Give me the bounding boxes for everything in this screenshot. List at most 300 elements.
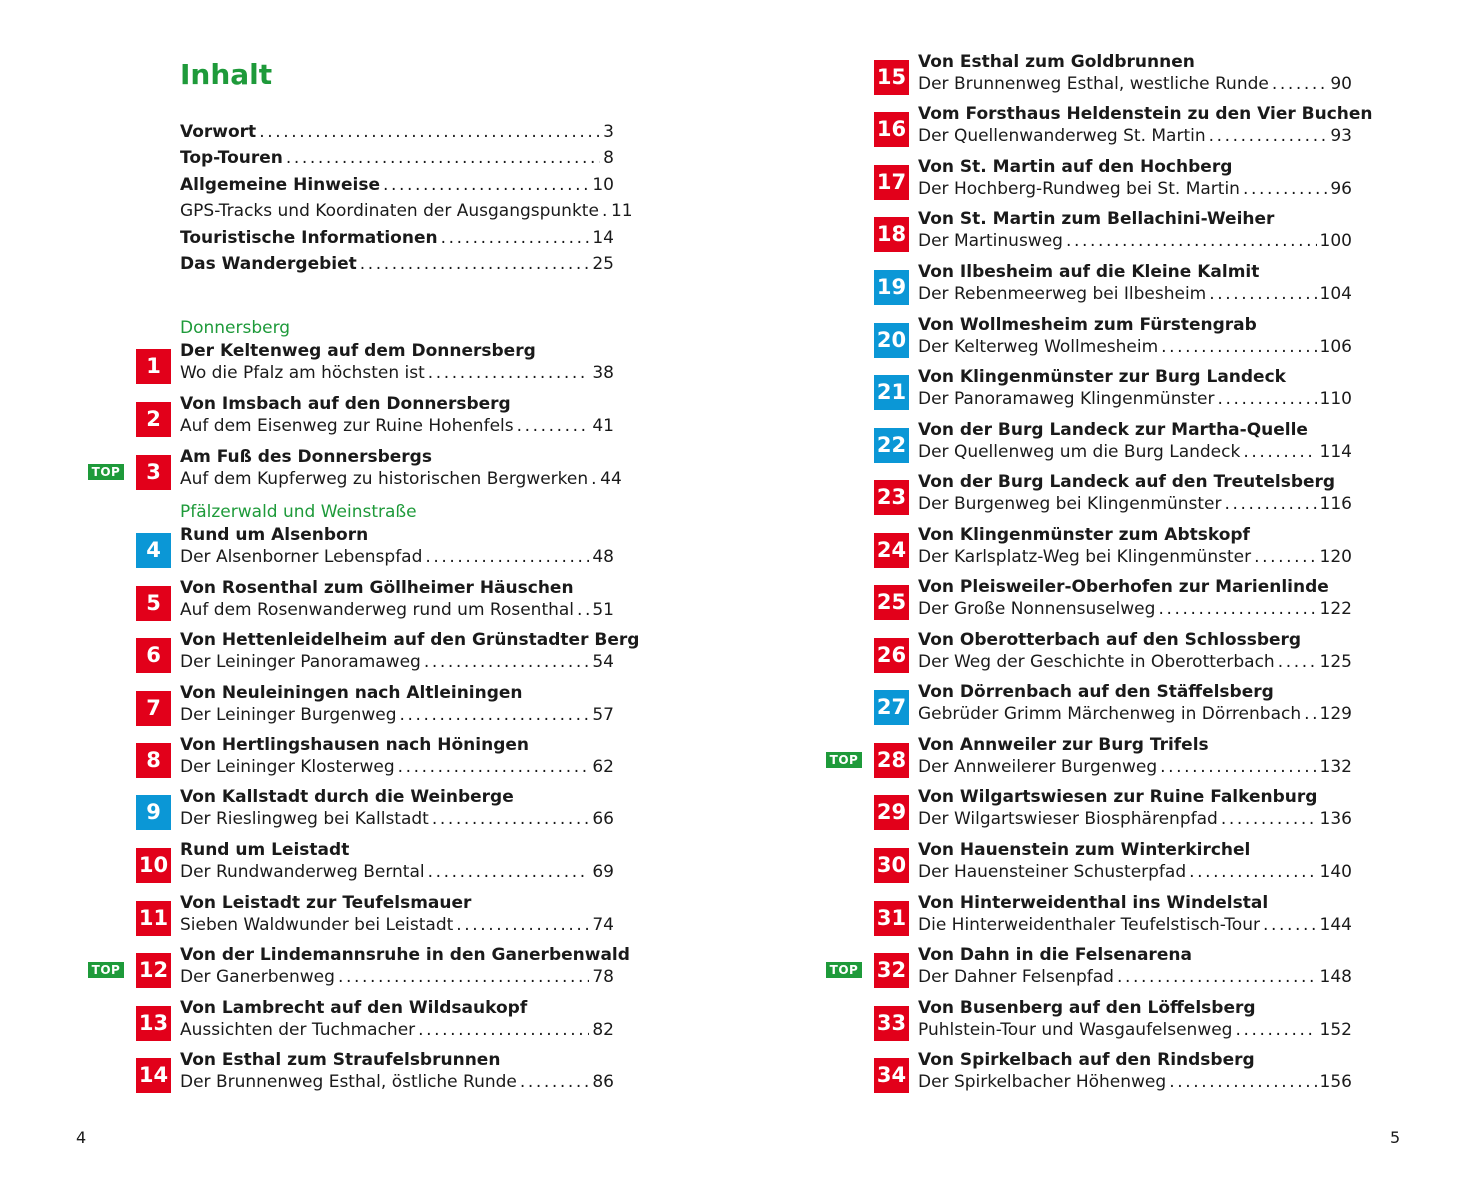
tour-page: 74 xyxy=(592,915,614,935)
tour-page: 156 xyxy=(1319,1072,1352,1092)
toc-entry-title: Das Wandergebiet xyxy=(180,253,357,274)
tour-subtitle-row xyxy=(918,336,1352,358)
tour-page: 93 xyxy=(1330,126,1352,146)
tour-text xyxy=(918,629,1352,673)
tour-page: 144 xyxy=(1319,915,1352,935)
tour-number-badge: 9 xyxy=(136,795,171,830)
tour-number-badge: 32 xyxy=(874,953,909,988)
tour-number-badge: 18 xyxy=(874,217,909,252)
tour-page: 62 xyxy=(592,757,614,777)
tour-number-badge: 23 xyxy=(874,480,909,515)
tour-subtitle: Der Leininger Burgenweg xyxy=(180,705,397,725)
leader-dots xyxy=(1160,756,1316,778)
tour-page: 122 xyxy=(1319,599,1352,619)
tour-text xyxy=(918,681,1352,725)
tour-page: 120 xyxy=(1319,547,1352,567)
tour-title: Von Klingenmünster zum Abtskopf xyxy=(918,525,1250,545)
tour-title: Von Neuleiningen nach Altleiningen xyxy=(180,683,523,703)
toc-entry-page: 11 xyxy=(610,201,633,222)
tour-page: 125 xyxy=(1319,652,1352,672)
tour-entry[interactable] xyxy=(136,341,614,394)
tour-number-badge: 30 xyxy=(874,848,909,883)
tour-text xyxy=(180,393,614,437)
tour-text xyxy=(180,340,614,384)
tour-text xyxy=(180,786,614,830)
tour-text xyxy=(180,1049,614,1093)
leader-dots xyxy=(400,704,590,726)
tour-title: Von St. Martin zum Bellachini-Weiher xyxy=(918,209,1275,229)
tour-subtitle-row xyxy=(918,1071,1352,1093)
leader-dots xyxy=(577,599,589,621)
tour-title: Von Hinterweidenthal ins Windelstal xyxy=(918,893,1269,913)
tour-number-badge: 29 xyxy=(874,795,909,830)
tour-subtitle: Der Burgenweg bei Klingenmünster xyxy=(918,494,1222,514)
tour-text xyxy=(918,734,1352,778)
tour-entry[interactable] xyxy=(136,525,614,578)
tour-text xyxy=(918,997,1352,1041)
tour-number-badge: 24 xyxy=(874,533,909,568)
tour-number-badge: 10 xyxy=(136,848,171,883)
tour-entry[interactable] xyxy=(874,315,1352,368)
tour-entry[interactable] xyxy=(136,683,614,736)
tour-subtitle: Der Karlsplatz-Weg bei Klingenmünster xyxy=(918,547,1252,567)
tour-entry[interactable] xyxy=(874,262,1352,315)
toc-entry-page: 3 xyxy=(603,122,614,142)
tour-subtitle-row xyxy=(918,914,1352,936)
region-heading-pfaelzerwald: Pfälzerwald und Weinstraße xyxy=(180,502,417,522)
tour-page: 110 xyxy=(1319,389,1352,409)
tour-subtitle: Der Rundwanderweg Berntal xyxy=(180,862,425,882)
tour-subtitle: Der Brunnenweg Esthal, westliche Runde xyxy=(918,74,1269,94)
tour-number-badge: 4 xyxy=(136,533,171,568)
tour-entry[interactable] xyxy=(874,52,1352,105)
tour-entry[interactable] xyxy=(136,394,614,447)
tour-page: 44 xyxy=(600,469,622,489)
tour-page: 148 xyxy=(1319,967,1352,987)
region-heading-donnersberg: Donnersberg xyxy=(180,318,291,338)
tour-title: Von Wollmesheim zum Fürstengrab xyxy=(918,315,1257,335)
tour-number-badge: 31 xyxy=(874,901,909,936)
toc-entry-title: Touristische Informationen xyxy=(180,227,438,248)
tour-subtitle: Der Große Nonnensuselweg xyxy=(918,599,1156,619)
tour-subtitle-row xyxy=(180,651,614,673)
tour-subtitle-row xyxy=(918,388,1352,410)
tour-number-badge: 17 xyxy=(874,165,909,200)
tour-subtitle: Der Wilgartswieser Biosphärenpfad xyxy=(918,809,1218,829)
tour-subtitle-row xyxy=(918,861,1352,883)
tour-entry[interactable] xyxy=(874,209,1352,262)
tour-text xyxy=(180,892,614,936)
tour-text xyxy=(918,419,1352,463)
tour-title: Von Busenberg auf den Löffelsberg xyxy=(918,998,1256,1018)
tour-entry[interactable] xyxy=(874,367,1352,420)
tour-number-badge: 28 xyxy=(874,743,909,778)
tour-subtitle: Der Ganerbenweg xyxy=(180,967,335,987)
tour-entry[interactable] xyxy=(874,682,1352,735)
tour-title: Von der Lindemannsruhe in den Ganerbenwald xyxy=(180,945,630,965)
tour-subtitle-row xyxy=(180,546,614,568)
tour-subtitle: Der Weg der Geschichte in Oberotterbach xyxy=(918,652,1275,672)
tour-number-badge: 13 xyxy=(136,1006,171,1041)
leader-dots xyxy=(286,146,600,170)
tour-subtitle-row xyxy=(180,704,614,726)
page-number: 5 xyxy=(1390,1128,1401,1147)
tour-text xyxy=(180,682,614,726)
tour-text xyxy=(918,471,1352,515)
tour-title: Von Imsbach auf den Donnersberg xyxy=(180,394,511,414)
tour-text xyxy=(918,1049,1352,1093)
tour-title: Rund um Alsenborn xyxy=(180,525,369,545)
tour-page: 66 xyxy=(592,809,614,829)
toc-entry[interactable] xyxy=(180,120,614,146)
tour-number-badge: 1 xyxy=(136,349,171,384)
tour-number-badge: 5 xyxy=(136,586,171,621)
tour-subtitle: Der Martinusweg xyxy=(918,231,1063,251)
tour-text xyxy=(918,524,1352,568)
tour-title: Von Esthal zum Straufelsbrunnen xyxy=(180,1050,501,1070)
tour-title: Von Hettenleidelheim auf den Grünstadter Berg xyxy=(180,630,640,650)
tour-text xyxy=(918,51,1352,95)
leader-dots xyxy=(1161,336,1316,358)
tour-subtitle: Wo die Pfalz am höchsten ist xyxy=(180,363,425,383)
tour-entry[interactable] xyxy=(136,1050,614,1103)
tour-page: 38 xyxy=(592,363,614,383)
leader-dots xyxy=(383,173,589,197)
tour-entry[interactable] xyxy=(136,893,614,946)
tour-subtitle-row xyxy=(180,468,622,490)
tour-subtitle-row xyxy=(180,914,614,936)
leader-dots xyxy=(1243,441,1316,463)
leader-dots xyxy=(432,808,590,830)
tour-subtitle-row xyxy=(180,1019,614,1041)
tour-subtitle-row xyxy=(918,651,1352,673)
toc-entry-page: 8 xyxy=(603,148,614,169)
tour-subtitle-row xyxy=(918,703,1352,725)
tour-subtitle-row xyxy=(918,230,1352,252)
leader-dots xyxy=(360,252,590,276)
leader-dots xyxy=(259,120,600,144)
tour-entry[interactable] xyxy=(136,578,614,631)
tour-title: Von Pleisweiler-Oberhofen zur Marienlinde xyxy=(918,577,1329,597)
tour-subtitle: Der Brunnenweg Esthal, östliche Runde xyxy=(180,1072,517,1092)
toc-entry[interactable] xyxy=(180,146,614,172)
tour-subtitle: Der Spirkelbacher Höhenweg xyxy=(918,1072,1167,1092)
tour-subtitle: Sieben Waldwunder bei Leistadt xyxy=(180,915,454,935)
tour-page: 41 xyxy=(592,416,614,436)
tour-title: Von Esthal zum Goldbrunnen xyxy=(918,52,1195,72)
tour-subtitle-row xyxy=(180,756,614,778)
leader-dots xyxy=(591,468,597,490)
tour-number-badge: 33 xyxy=(874,1006,909,1041)
tour-text xyxy=(918,786,1352,830)
tour-text xyxy=(180,629,640,673)
tour-subtitle-row xyxy=(918,546,1352,568)
tour-text xyxy=(180,577,614,621)
leader-dots xyxy=(602,199,608,223)
tour-subtitle: Der Quellenwanderweg St. Martin xyxy=(918,126,1206,146)
leader-dots xyxy=(1235,1019,1316,1041)
tour-text xyxy=(918,944,1352,988)
tour-number-badge: 12 xyxy=(136,953,171,988)
leader-dots xyxy=(517,415,590,437)
tour-subtitle-row xyxy=(180,415,614,437)
leader-dots xyxy=(1221,808,1317,830)
leader-dots xyxy=(1209,283,1316,305)
tour-title: Von Lambrecht auf den Wildsaukopf xyxy=(180,998,528,1018)
tour-number-badge: 15 xyxy=(874,60,909,95)
tour-title: Von Klingenmünster zur Burg Landeck xyxy=(918,367,1286,387)
tour-page: 51 xyxy=(592,600,614,620)
tour-entry[interactable] xyxy=(136,840,614,893)
tour-entry[interactable] xyxy=(874,157,1352,210)
tour-number-badge: 11 xyxy=(136,901,171,936)
leader-dots xyxy=(441,226,590,250)
leader-dots xyxy=(1225,493,1317,515)
tour-text xyxy=(918,103,1373,147)
tour-page: 48 xyxy=(592,547,614,567)
tour-title: Von Wilgartswiesen zur Ruine Falkenburg xyxy=(918,787,1318,807)
leader-dots xyxy=(520,1071,589,1093)
tour-number-badge: 14 xyxy=(136,1058,171,1093)
tour-number-badge: 8 xyxy=(136,743,171,778)
tour-entry[interactable] xyxy=(874,577,1352,630)
leader-dots xyxy=(1209,125,1328,147)
toc-entry-page: 14 xyxy=(592,227,614,248)
tour-subtitle-row xyxy=(918,966,1352,988)
tour-title: Von Ilbesheim auf die Kleine Kalmit xyxy=(918,262,1260,282)
tour-subtitle-row xyxy=(918,441,1352,463)
leader-dots xyxy=(456,914,589,936)
tour-page: 86 xyxy=(592,1072,614,1092)
tour-title: Von Dörrenbach auf den Stäffelsberg xyxy=(918,682,1274,702)
tour-title: Von Annweiler zur Burg Trifels xyxy=(918,735,1209,755)
toc-entry-title: Top-Touren xyxy=(180,148,283,169)
toc-entry-title: Allgemeine Hinweise xyxy=(180,174,380,195)
tour-page: 132 xyxy=(1319,757,1352,777)
tour-number-badge: 26 xyxy=(874,638,909,673)
tour-subtitle-row xyxy=(180,861,614,883)
leader-dots xyxy=(1272,73,1328,95)
tour-title: Von Dahn in die Felsenarena xyxy=(918,945,1192,965)
leader-dots xyxy=(1117,966,1317,988)
tour-entry[interactable] xyxy=(874,787,1352,840)
tour-page: 82 xyxy=(592,1020,614,1040)
leader-dots xyxy=(1189,861,1316,883)
tour-number-badge: 20 xyxy=(874,323,909,358)
page-title: Inhalt xyxy=(180,58,273,91)
tour-title: Der Keltenweg auf dem Donnersberg xyxy=(180,341,536,361)
toc-entry-title: Vorwort xyxy=(180,122,257,142)
tour-subtitle: Der Quellenweg um die Burg Landeck xyxy=(918,442,1241,462)
leader-dots xyxy=(418,1019,589,1041)
tour-number-badge: 34 xyxy=(874,1058,909,1093)
tour-title: Von Rosenthal zum Göllheimer Häuschen xyxy=(180,578,574,598)
tour-page: 152 xyxy=(1319,1020,1352,1040)
leader-dots xyxy=(1254,546,1316,568)
tour-text xyxy=(918,366,1352,410)
tour-entry[interactable] xyxy=(829,945,1352,998)
tour-subtitle: Auf dem Eisenweg zur Ruine Hohenfels xyxy=(180,416,514,436)
tour-title: Von Hauenstein zum Winterkirchel xyxy=(918,840,1251,860)
tour-title: Von der Burg Landeck auf den Treutelsberg xyxy=(918,472,1336,492)
tour-subtitle: Der Hochberg-Rundweg bei St. Martin xyxy=(918,179,1240,199)
tour-entry[interactable] xyxy=(91,945,630,998)
tour-title: Von Hertlingshausen nach Höningen xyxy=(180,735,529,755)
tour-entry[interactable] xyxy=(91,447,622,500)
leader-dots xyxy=(1243,178,1327,200)
tour-page: 90 xyxy=(1330,74,1352,94)
leader-dots xyxy=(428,861,590,883)
tour-subtitle: Gebrüder Grimm Märchenweg in Dörrenbach xyxy=(918,704,1302,724)
tour-entry[interactable] xyxy=(136,735,614,788)
tour-subtitle: Der Hauensteiner Schusterpfad xyxy=(918,862,1187,882)
tour-text xyxy=(918,576,1352,620)
tour-title: Rund um Leistadt xyxy=(180,840,350,860)
right-page xyxy=(738,0,1477,1182)
tour-number-badge: 27 xyxy=(874,690,909,725)
tour-text xyxy=(180,997,614,1041)
tour-text xyxy=(180,734,614,778)
leader-dots xyxy=(1263,914,1317,936)
tour-subtitle-row xyxy=(180,1071,614,1093)
toc-entry[interactable] xyxy=(180,199,633,225)
tour-text xyxy=(180,839,614,883)
tour-title: Von Oberotterbach auf den Schlossberg xyxy=(918,630,1302,650)
tour-subtitle: Puhlstein-Tour und Wasgaufelsenweg xyxy=(918,1020,1233,1040)
tour-subtitle: Der Leininger Panoramaweg xyxy=(180,652,421,672)
tour-text xyxy=(918,314,1352,358)
tour-entry[interactable] xyxy=(874,998,1352,1051)
tour-subtitle: Die Hinterweidenthaler Teufelstisch-Tour xyxy=(918,915,1260,935)
leader-dots xyxy=(338,966,589,988)
leader-dots xyxy=(398,756,590,778)
tour-title: Am Fuß des Donnersbergs xyxy=(180,447,432,467)
tour-text xyxy=(918,892,1352,936)
tour-number-badge: 3 xyxy=(136,455,171,490)
tour-title: Von Spirkelbach auf den Rindsberg xyxy=(918,1050,1255,1070)
tour-subtitle-row xyxy=(180,599,614,621)
tour-subtitle-row xyxy=(918,756,1352,778)
tour-text xyxy=(918,156,1352,200)
leader-dots xyxy=(1217,388,1316,410)
tour-page: 100 xyxy=(1319,231,1352,251)
tour-subtitle: Der Leininger Klosterweg xyxy=(180,757,395,777)
tour-text xyxy=(180,524,614,568)
toc-entry-page: 10 xyxy=(592,174,614,195)
tour-number-badge: 7 xyxy=(136,691,171,726)
tour-subtitle-row xyxy=(918,598,1352,620)
tour-page: 140 xyxy=(1319,862,1352,882)
tour-number-badge: 25 xyxy=(874,585,909,620)
tour-subtitle-row xyxy=(918,283,1352,305)
top-badge: TOP xyxy=(826,752,862,768)
tour-number-badge: 16 xyxy=(874,112,909,147)
tour-page: 54 xyxy=(592,652,614,672)
tour-entry[interactable] xyxy=(829,735,1352,788)
tour-title: Von St. Martin auf den Hochberg xyxy=(918,157,1233,177)
tour-title: Von Kallstadt durch die Weinberge xyxy=(180,787,514,807)
tour-subtitle: Der Rebenmeerweg bei Ilbesheim xyxy=(918,284,1207,304)
tour-subtitle-row xyxy=(180,808,614,830)
tour-page: 116 xyxy=(1319,494,1352,514)
tour-subtitle: Auf dem Kupferweg zu historischen Bergwerken xyxy=(180,469,589,489)
tour-entry[interactable] xyxy=(874,420,1352,473)
toc-entry[interactable] xyxy=(180,173,614,199)
leader-dots xyxy=(1066,230,1317,252)
tour-page: 104 xyxy=(1319,284,1352,304)
tour-subtitle: Der Rieslingweg bei Kallstadt xyxy=(180,809,429,829)
leader-dots xyxy=(1169,1071,1316,1093)
tour-entry[interactable] xyxy=(136,787,614,840)
tour-subtitle-row xyxy=(918,178,1352,200)
tour-entry[interactable] xyxy=(874,893,1352,946)
leader-dots xyxy=(428,362,590,384)
page-number: 4 xyxy=(76,1128,87,1147)
leader-dots xyxy=(1278,651,1317,673)
tour-number-badge: 19 xyxy=(874,270,909,305)
tour-subtitle-row xyxy=(180,362,614,384)
tour-subtitle-row xyxy=(918,125,1352,147)
tour-page: 114 xyxy=(1319,442,1352,462)
tour-subtitle-row xyxy=(918,73,1352,95)
tour-text xyxy=(918,208,1352,252)
tour-subtitle: Auf dem Rosenwanderweg rund um Rosenthal xyxy=(180,600,575,620)
tour-subtitle-row xyxy=(918,493,1352,515)
tour-entry[interactable] xyxy=(874,840,1352,893)
tour-text xyxy=(918,839,1352,883)
tour-text xyxy=(180,944,630,988)
tour-page: 96 xyxy=(1330,179,1352,199)
leader-dots xyxy=(1158,598,1316,620)
tour-subtitle: Der Kelterweg Wollmesheim xyxy=(918,337,1159,357)
toc-entry[interactable] xyxy=(180,226,614,252)
tour-page: 69 xyxy=(592,862,614,882)
top-badge: TOP xyxy=(88,464,124,480)
leader-dots xyxy=(1304,703,1316,725)
tour-page: 78 xyxy=(592,967,614,987)
tour-subtitle-row xyxy=(918,808,1352,830)
tour-title: Vom Forsthaus Heldenstein zu den Vier Buchen xyxy=(918,104,1373,124)
toc-entry[interactable] xyxy=(180,252,614,278)
tour-title: Von der Burg Landeck zur Martha-Quelle xyxy=(918,420,1308,440)
tour-entry[interactable] xyxy=(874,104,1373,157)
tour-entry[interactable] xyxy=(874,472,1352,525)
leader-dots xyxy=(424,651,590,673)
tour-page: 57 xyxy=(592,705,614,725)
intro-list xyxy=(180,120,633,278)
tour-entry[interactable] xyxy=(874,1050,1352,1103)
tour-subtitle: Der Panoramaweg Klingenmünster xyxy=(918,389,1215,409)
tour-subtitle-row xyxy=(918,1019,1352,1041)
tour-subtitle: Der Annweilerer Burgenweg xyxy=(918,757,1158,777)
tour-title: Von Leistadt zur Teufelsmauer xyxy=(180,893,472,913)
tour-number-badge: 2 xyxy=(136,402,171,437)
tour-page: 106 xyxy=(1319,337,1352,357)
tour-subtitle: Der Alsenborner Lebenspfad xyxy=(180,547,423,567)
tour-page: 129 xyxy=(1319,704,1352,724)
tour-number-badge: 22 xyxy=(874,428,909,463)
tour-entry[interactable] xyxy=(136,998,614,1051)
tour-number-badge: 21 xyxy=(874,375,909,410)
toc-entry-title: GPS-Tracks und Koordinaten der Ausgangspunkte xyxy=(180,201,599,222)
tour-entry[interactable] xyxy=(874,525,1352,578)
left-page xyxy=(0,0,738,1182)
toc-entry-page: 25 xyxy=(592,253,614,274)
tour-entry[interactable] xyxy=(136,630,640,683)
top-badge: TOP xyxy=(88,962,124,978)
tour-entry[interactable] xyxy=(874,630,1352,683)
leader-dots xyxy=(425,546,589,568)
